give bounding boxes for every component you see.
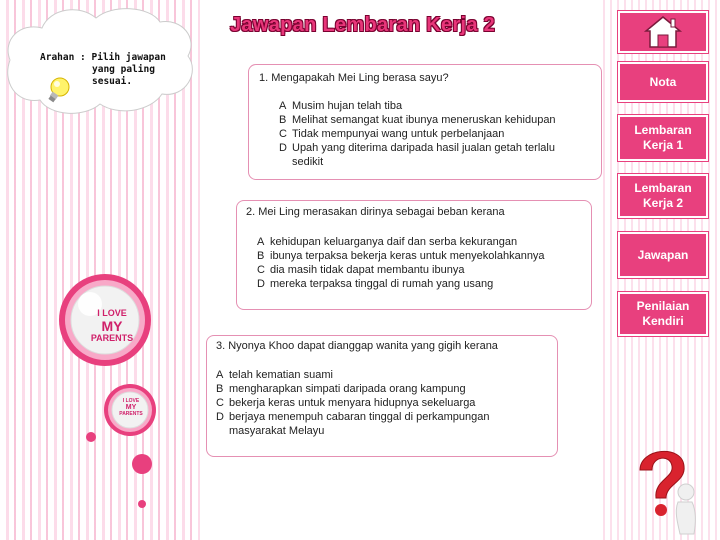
nav-lembaran-kerja-2-label: Lembaran Kerja 2 — [634, 181, 692, 210]
badge-small-text — [115, 398, 147, 417]
home-button[interactable] — [618, 11, 708, 53]
option-text: bekerja keras untuk menyara hidupnya sekeluarga — [229, 397, 476, 409]
decor-dot — [132, 454, 152, 474]
nav-jawapan-button[interactable] — [618, 232, 708, 278]
option-letter: A — [257, 236, 265, 248]
badge-small-line-1: I LOVE — [122, 398, 140, 404]
nav-lembaran-kerja-1-button[interactable] — [618, 115, 708, 161]
option-item[interactable] — [279, 127, 589, 141]
badge-large-line-2: MY — [101, 318, 123, 334]
option-item[interactable] — [216, 396, 536, 410]
option-text: mereka terpaksa tinggal di rumah yang usang — [270, 278, 494, 290]
question-3-text: 3. Nyonya Khoo dapat dianggap wanita yang gigih kerana — [216, 340, 498, 352]
option-letter: C — [216, 397, 224, 409]
nav-nota-label: Nota — [649, 74, 677, 89]
option-text: dia masih tidak dapat membantu ibunya — [270, 264, 465, 276]
option-text: mengharapkan simpati daripada orang kampung — [229, 383, 466, 395]
option-letter: D — [216, 411, 224, 423]
option-item[interactable] — [257, 235, 587, 249]
question-1-options — [279, 99, 589, 169]
option-letter: D — [257, 278, 265, 290]
badge-large-line-1: I LOVE — [97, 308, 127, 318]
nav-lembaran-kerja-1-label: Lembaran Kerja 1 — [634, 123, 692, 152]
option-item[interactable] — [279, 99, 589, 113]
nav-nota-button[interactable] — [618, 62, 708, 102]
option-item[interactable] — [216, 410, 516, 438]
nav-penilaian-kendiri-label: Penilaian Kendiri — [636, 299, 690, 328]
option-text: berjaya menempuh cabaran tinggal di perkampungan masyarakat Melayu — [229, 411, 490, 437]
option-text: Upah yang diterima daripada hasil jualan getah terlalu sedikit — [292, 142, 555, 168]
home-icon — [620, 13, 706, 51]
option-text: ibunya terpaksa bekerja keras untuk menyekolahkannya — [270, 250, 545, 262]
option-letter: B — [279, 114, 287, 126]
option-text: Musim hujan telah tiba — [292, 100, 403, 112]
nav-lembaran-kerja-2-button[interactable] — [618, 174, 708, 218]
option-text: kehidupan keluarganya daif dan serba kekurangan — [270, 236, 518, 248]
badge-small-line-3: PARENTS — [119, 411, 143, 417]
question-2-options — [257, 235, 587, 291]
option-item[interactable] — [279, 141, 579, 169]
instruction-line-2: yang paling — [92, 64, 155, 75]
nav-penilaian-kendiri-button[interactable] — [618, 292, 708, 336]
option-item[interactable] — [216, 368, 536, 382]
option-item[interactable] — [216, 382, 536, 396]
badge-small-line-2: MY — [125, 404, 137, 411]
option-letter: B — [257, 250, 265, 262]
question-1-text: 1. Mengapakah Mei Ling berasa sayu? — [259, 72, 449, 84]
option-text: telah kematian suami — [229, 369, 333, 381]
option-text: Melihat semangat kuat ibunya meneruskan kehidupan — [292, 114, 556, 126]
decor-dot — [138, 500, 146, 508]
question-3-options — [216, 368, 536, 438]
badge-large-text — [82, 308, 142, 344]
option-letter: C — [279, 128, 287, 140]
option-text: Tidak mempunyai wang untuk perbelanjaan — [292, 128, 505, 140]
decor-dot — [86, 432, 96, 442]
lightbulb-icon — [46, 76, 72, 106]
question-mark-figure-icon — [622, 440, 708, 536]
badge-large-line-3: PARENTS — [90, 333, 134, 343]
option-letter: A — [216, 369, 224, 381]
page-title: Jawapan Lembaran Kerja 2 — [230, 14, 496, 36]
option-letter: C — [257, 264, 265, 276]
option-item[interactable] — [257, 277, 587, 291]
option-letter: B — [216, 383, 224, 395]
instruction-line-1: Arahan : Pilih jawapan — [40, 52, 166, 63]
option-item[interactable] — [257, 263, 587, 277]
option-item[interactable] — [257, 249, 587, 263]
question-2-text: 2. Mei Ling merasakan dirinya sebagai beban kerana — [246, 206, 505, 218]
option-letter: A — [279, 100, 287, 112]
instruction-line-3: sesuai. — [92, 76, 133, 87]
option-item[interactable] — [279, 113, 589, 127]
nav-jawapan-label: Jawapan — [637, 247, 689, 262]
option-letter: D — [279, 142, 287, 154]
